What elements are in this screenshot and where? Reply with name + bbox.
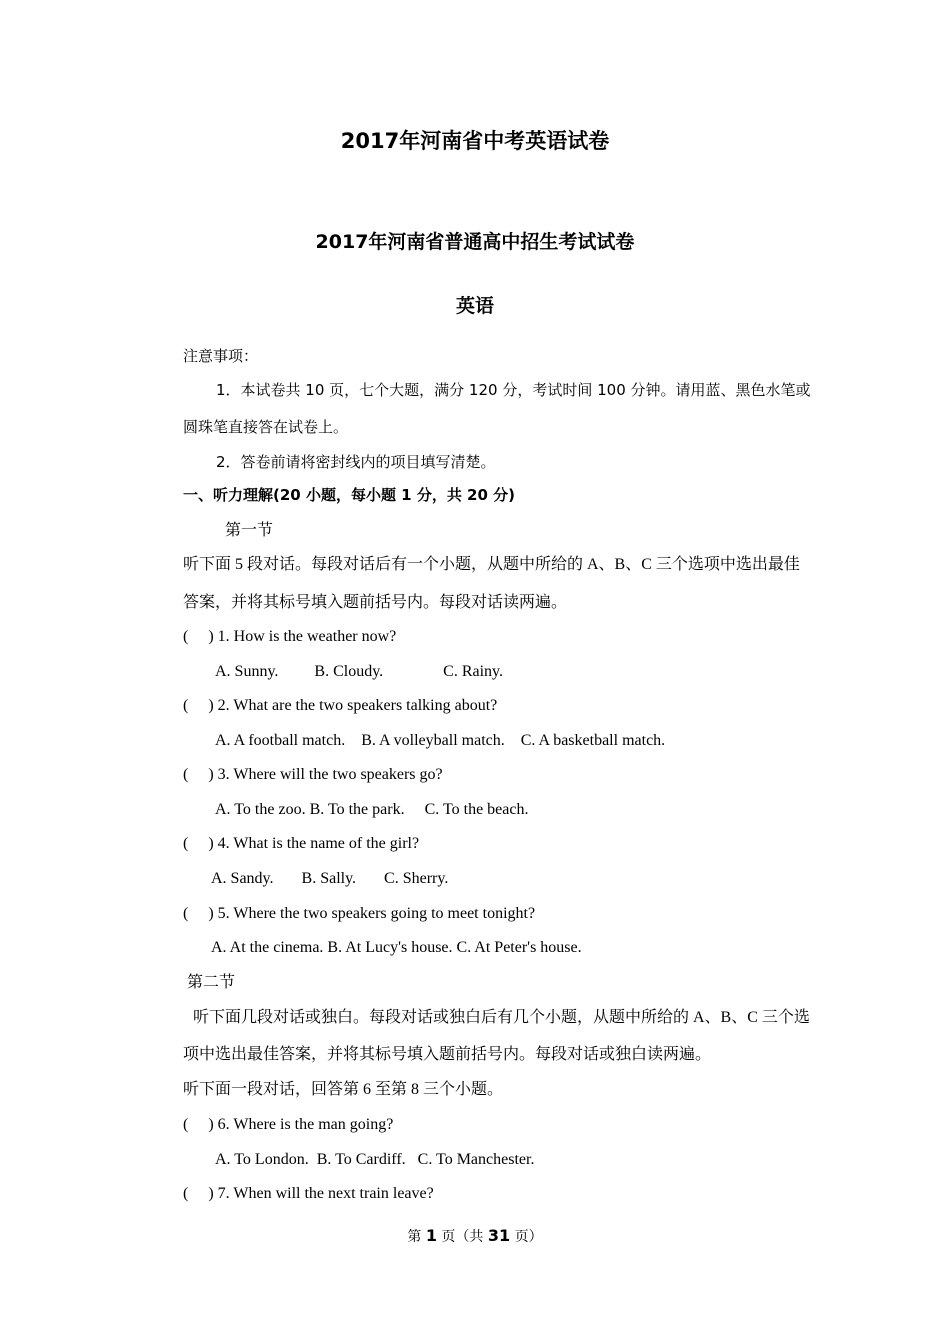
question-6-options: A. To London. B. To Cardiff. C. To Manchester.: [215, 1151, 535, 1168]
sub-title: 2017年河南省普通高中招生考试试卷: [315, 231, 635, 253]
question-5-options: A. At the cinema. B. At Lucy's house. C. At Peter's house.: [211, 939, 582, 956]
footer-middle: 页（共: [436, 1229, 488, 1245]
question-4: ( ) 4. What is the name of the girl?: [183, 835, 420, 852]
notice-item-1-line-2: 圆珠笔直接答在试卷上。: [183, 418, 349, 436]
part-2-instruction-line-1: 听下面几段对话或独白。每段对话或独白后有几个小题，从题中所给的 A、B、C 三个选: [193, 1009, 810, 1026]
question-3-options: A. To the zoo. B. To the park. C. To the beach.: [215, 801, 529, 818]
page-footer: [0, 1226, 950, 1247]
footer-total-pages: 31: [487, 1226, 511, 1245]
question-1-options: A. Sunny. B. Cloudy. C. Rainy.: [215, 663, 504, 680]
part-2-instruction-line-3: 听下面一段对话，回答第 6 至第 8 三个小题。: [183, 1081, 504, 1098]
question-1: ( ) 1. How is the weather now?: [183, 628, 397, 645]
part-2-label: 第二节: [187, 974, 236, 991]
notice-item-2: 2．答卷前请将密封线内的项目填写清楚。: [216, 453, 496, 471]
question-6: ( ) 6. Where is the man going?: [183, 1116, 394, 1133]
question-5: ( ) 5. Where the two speakers going to meet tonight?: [183, 905, 536, 922]
main-title: 2017年河南省中考英语试卷: [340, 129, 610, 153]
footer-suffix: 页）: [510, 1229, 543, 1245]
part-1-instruction-line-2: 答案，并将其标号填入题前括号内。每段对话读两遍。: [183, 594, 568, 611]
footer-prefix: 第: [407, 1229, 426, 1245]
question-2: ( ) 2. What are the two speakers talking about?: [183, 697, 498, 714]
part-1-instruction-line-1: 听下面 5 段对话。每段对话后有一个小题，从题中所给的 A、B、C 三个选项中选出最佳: [183, 556, 800, 573]
subject-title: 英语: [455, 295, 494, 317]
notice-item-1-line-1: 1．本试卷共 10 页，七个大题，满分 120 分，考试时间 100 分钟。请用蓝、黑色水笔或: [216, 381, 811, 399]
section-1-heading: 一、听力理解(20 小题，每小题 1 分，共 20 分): [183, 486, 516, 504]
part-2-instruction-line-2: 项中选出最佳答案，并将其标号填入题前括号内。每段对话或独白读两遍。: [183, 1046, 712, 1063]
footer-page-number: 1: [425, 1226, 437, 1245]
question-3: ( ) 3. Where will the two speakers go?: [183, 766, 443, 783]
question-7: ( ) 7. When will the next train leave?: [183, 1185, 434, 1202]
question-2-options: A. A football match. B. A volleyball match. C. A basketball match.: [215, 732, 666, 749]
notice-heading: 注意事项：: [183, 347, 259, 365]
question-4-options: A. Sandy. B. Sally. C. Sherry.: [211, 870, 449, 887]
part-1-label: 第一节: [225, 522, 274, 539]
